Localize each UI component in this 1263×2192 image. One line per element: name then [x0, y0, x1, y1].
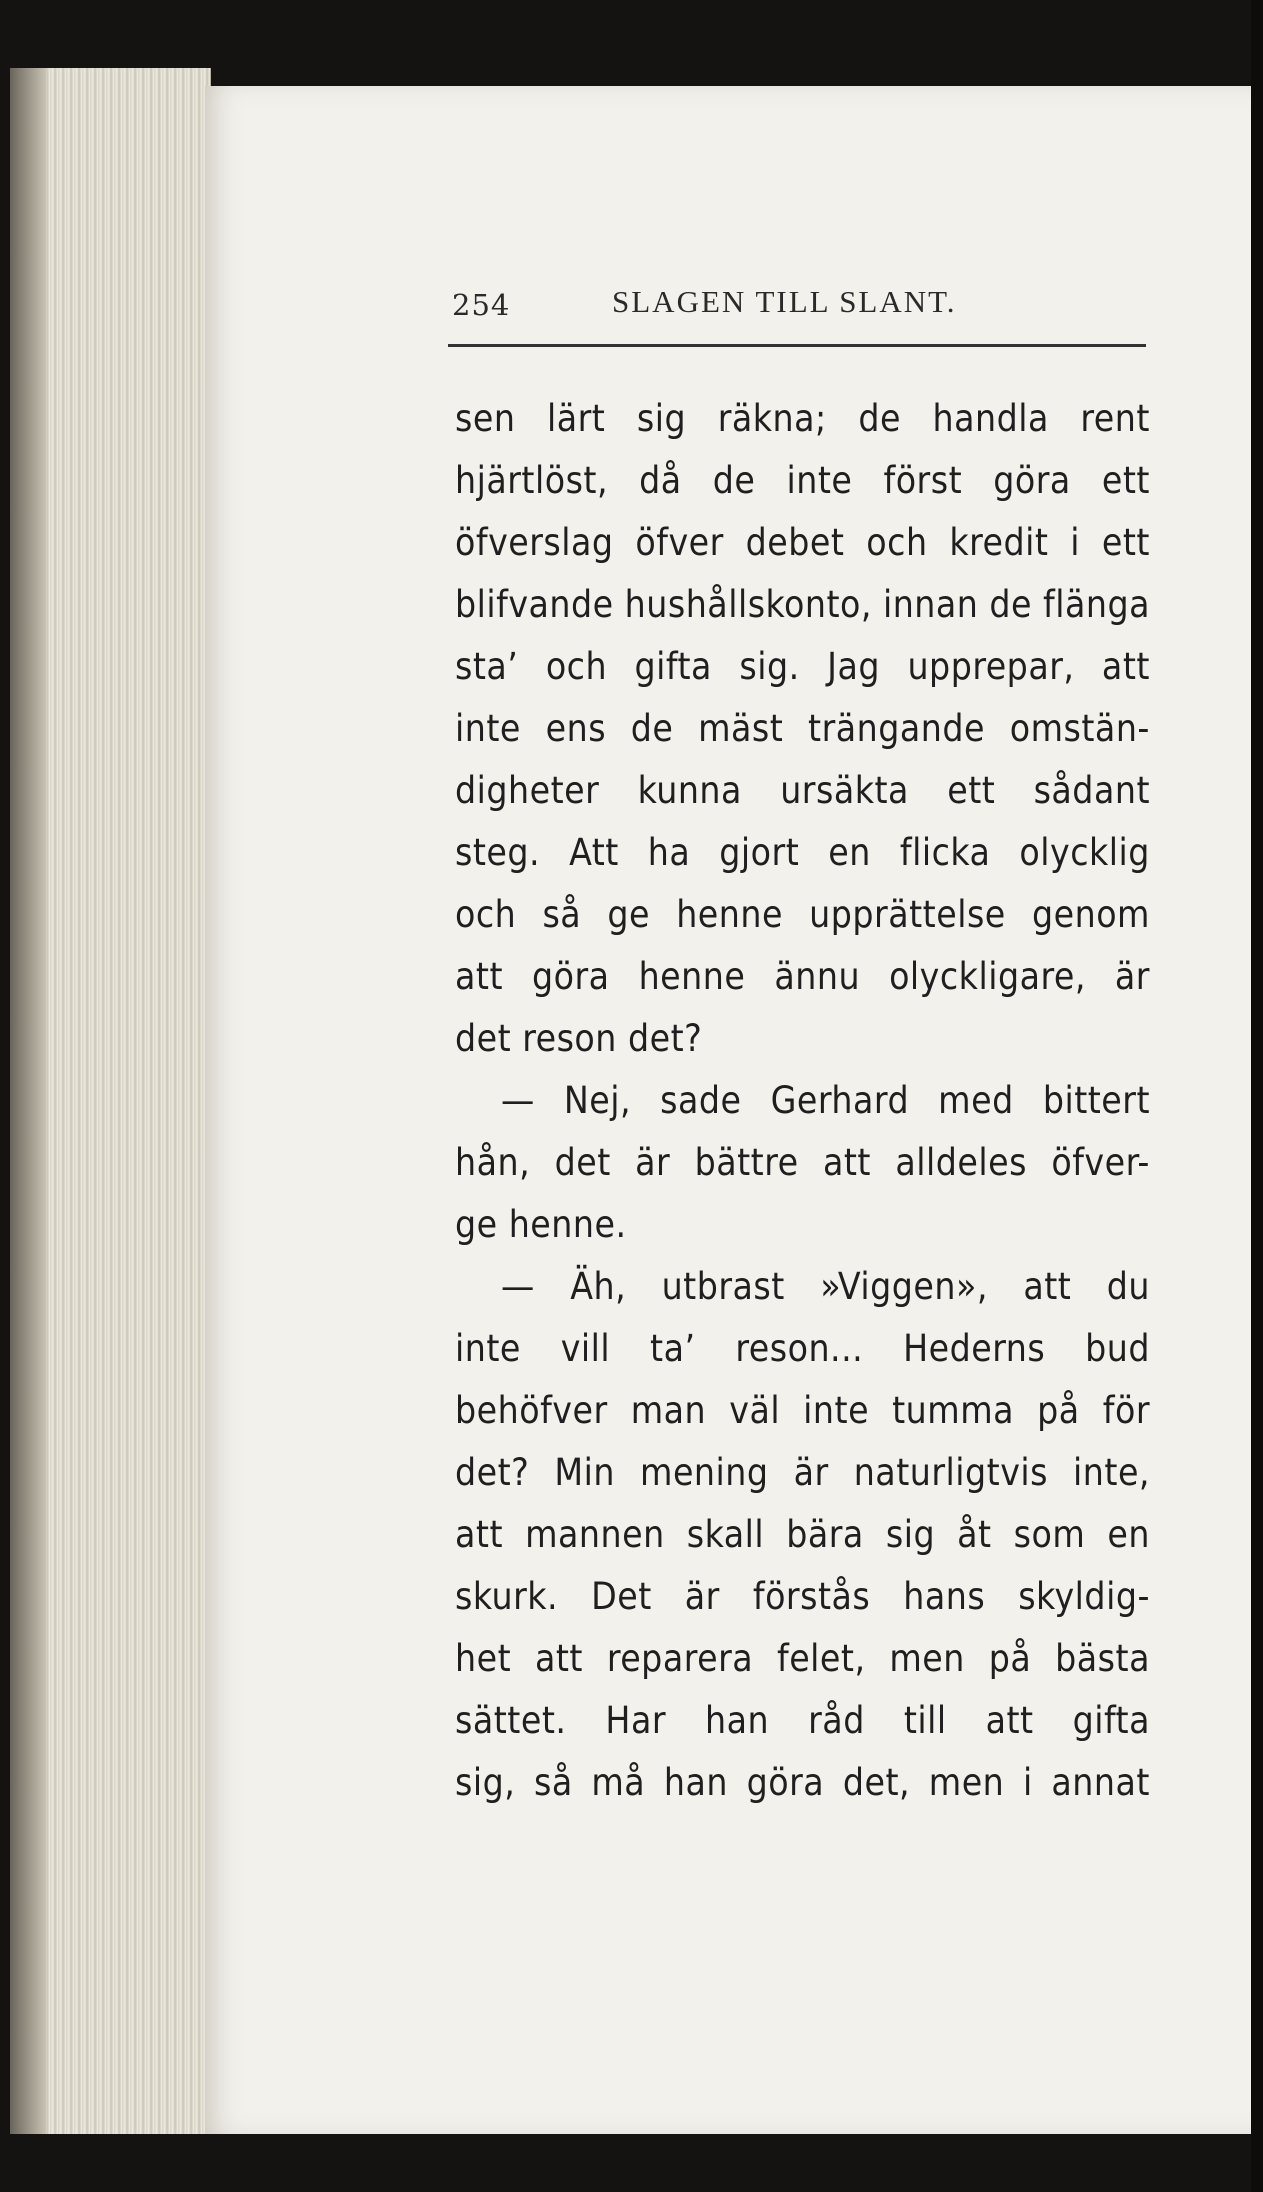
text-line: sen lärt sig räkna; de handla rent — [455, 397, 1150, 440]
text-line: att mannen skall bära sig åt som en — [455, 1513, 1150, 1556]
text-line: inte ens de mäst trängande omstän- — [455, 707, 1150, 750]
text-line: att göra henne ännu olyckligare, är — [455, 955, 1150, 998]
text-line: — Äh, utbrast »Viggen», att du — [501, 1265, 1150, 1308]
running-head — [452, 284, 1142, 336]
text-line: och så ge henne upprättelse genom — [455, 893, 1150, 936]
text-line: sta’ och gifta sig. Jag upprepar, att — [455, 645, 1150, 688]
text-line: — Nej, sade Gerhard med bittert — [501, 1079, 1150, 1122]
background-edge — [1251, 0, 1263, 2192]
text-line: det reson det? — [455, 1017, 703, 1060]
text-line: skurk. Det är förstås hans skyldig- — [455, 1575, 1150, 1618]
running-title: SLAGEN TILL SLANT. — [612, 284, 957, 319]
text-line: digheter kunna ursäkta ett sådant — [455, 769, 1150, 812]
text-line: inte vill ta’ reson... Hederns bud — [455, 1327, 1150, 1370]
text-line: steg. Att ha gjort en flicka olycklig — [455, 831, 1150, 874]
text-line: hjärtlöst, då de inte först göra ett — [455, 459, 1150, 502]
body-text — [455, 388, 1150, 1814]
text-line: sättet. Har han råd till att gifta — [455, 1699, 1150, 1742]
page-edges — [10, 68, 211, 2134]
text-line: blifvande hushållskonto, innan de flänga — [455, 583, 1150, 626]
page-number: 254 — [452, 288, 511, 322]
text-line: het att reparera felet, men på bästa — [455, 1637, 1150, 1680]
text-line: det? Min mening är naturligtvis inte, — [455, 1451, 1150, 1494]
text-line: behöfver man väl inte tumma på för — [455, 1389, 1150, 1432]
text-line: öfverslag öfver debet och kredit i ett — [455, 521, 1150, 564]
text-line: sig, så må han göra det, men i annat — [455, 1761, 1150, 1804]
text-line: ge henne. — [455, 1203, 627, 1246]
header-rule — [448, 344, 1146, 347]
text-line: hån, det är bättre att alldeles öfver- — [455, 1141, 1150, 1184]
